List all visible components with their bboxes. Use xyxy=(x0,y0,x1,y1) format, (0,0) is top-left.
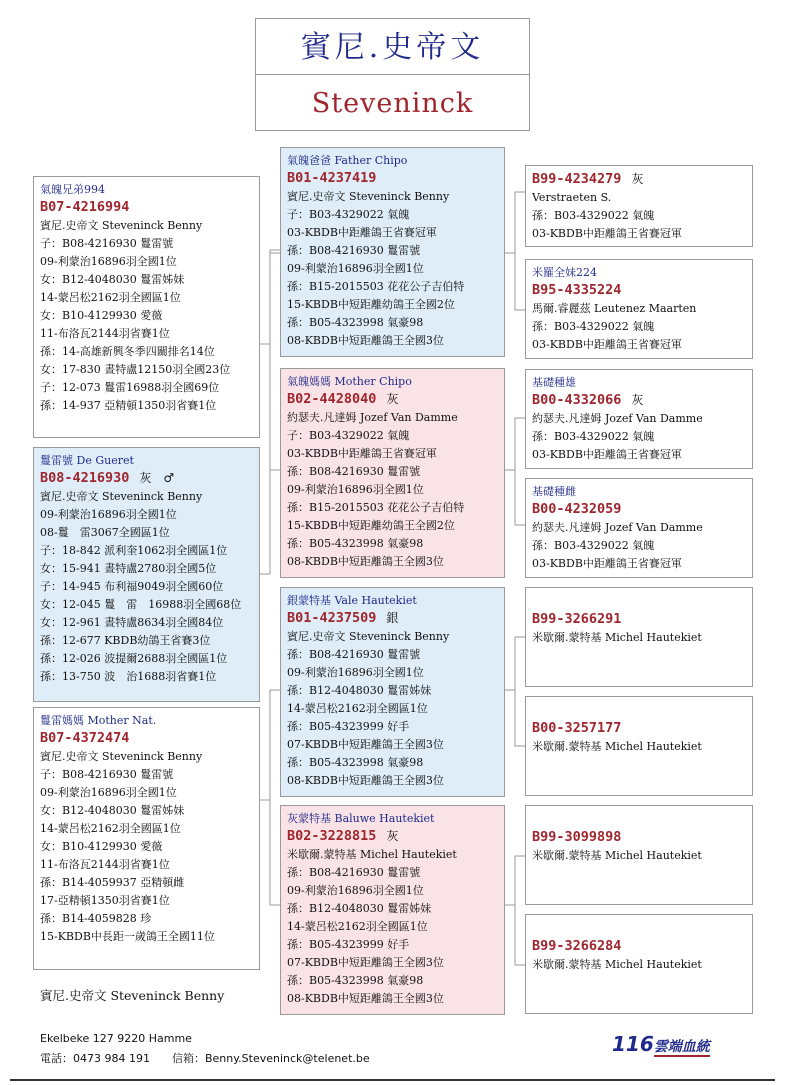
contact-text: 電話：0473 984 191 信箱：Benny.Steveninck@telenet.be xyxy=(40,1052,370,1065)
pedigree-line: 09-利蒙治16896羽全國1位 xyxy=(287,884,424,897)
ring-number xyxy=(287,827,504,846)
bird-title: 鬘雷號 De Gueret xyxy=(40,454,134,467)
connector-dam xyxy=(260,690,280,905)
connector-sd xyxy=(505,418,525,525)
pedigree-line: 孫：12-677 KBDB幼鴿王省賽3位 xyxy=(40,634,211,647)
ring-code: B99-4234279 xyxy=(532,171,622,187)
ring-number xyxy=(532,170,752,189)
pedigree-line: 女：12-045 鬘 雷 16988羽全國68位 xyxy=(40,598,242,611)
pedigree-box-dam xyxy=(33,707,260,970)
pedigree-line: 08-KBDB中短距離鴿王全國3位 xyxy=(287,992,444,1005)
ring-number xyxy=(532,500,752,519)
pedigree-line: 米歇爾.蒙特基 Michel Hautekiet xyxy=(532,631,702,644)
pedigree-title-en: Steveninck xyxy=(255,74,530,131)
ring-number xyxy=(287,169,504,188)
pedigree-line: 孫：B08-4216930 鬘雷號 xyxy=(287,648,421,661)
pedigree-line: 孫：B05-4323999 好手 xyxy=(287,720,410,733)
ring-number xyxy=(532,610,752,629)
bird-title: 基礎種雄 xyxy=(532,376,576,389)
color-sex-label: 灰 xyxy=(386,392,399,406)
logo-number: 116 xyxy=(612,1032,654,1056)
bird-title: 氣魄爸爸 Father Chipo xyxy=(287,154,408,167)
ring-code: B00-4332066 xyxy=(532,392,622,408)
ring-code: B07-4372474 xyxy=(40,730,130,746)
pedigree-box-dsd xyxy=(525,696,753,796)
bird-title: 灰蒙特基 Baluwe Hautekiet xyxy=(287,812,435,825)
pedigree-line: 孫：B03-4329022 氣魄 xyxy=(532,539,655,552)
pedigree-line: 子：B08-4216930 鬘雷號 xyxy=(40,237,174,250)
pedigree-line: 子：B08-4216930 鬘雷號 xyxy=(40,768,174,781)
ring-number xyxy=(532,281,752,300)
pedigree-line: 15-KBDB中短距離幼鴿王全國2位 xyxy=(287,298,455,311)
pedigree-line: 03-KBDB中距離鴿王省賽冠軍 xyxy=(532,557,682,570)
brand-logo xyxy=(612,1032,710,1056)
pedigree-line: 11-布洛瓦2144羽省賽1位 xyxy=(40,858,170,871)
pedigree-line: 孫：14-高雄新興冬季四關排名14位 xyxy=(40,345,215,358)
pedigree-line: 09-利蒙治16896羽全國1位 xyxy=(40,508,177,521)
ring-code: B02-4428040 xyxy=(287,391,377,407)
pedigree-line: 03-KBDB中距離鴿王省賽冠軍 xyxy=(532,227,682,240)
pedigree-line: 14-蒙呂松2162羽全國區1位 xyxy=(287,702,428,715)
pedigree-line: 子：B03-4329022 氣魄 xyxy=(287,429,410,442)
pedigree-line: 女：B10-4129930 愛薇 xyxy=(40,840,163,853)
ring-code: B00-3257177 xyxy=(532,720,622,736)
pedigree-line: 孫：B08-4216930 鬘雷號 xyxy=(287,244,421,257)
pedigree-line: 03-KBDB中距離鴿王省賽冠軍 xyxy=(287,447,437,460)
pedigree-line: 08-KBDB中短距離鴿王全國3位 xyxy=(287,334,444,347)
pedigree-line: 米歇爾.蒙特基 Michel Hautekiet xyxy=(532,958,702,971)
pedigree-line: 03-KBDB中距離鴿王省賽冠軍 xyxy=(287,226,437,239)
pedigree-line: 11-布洛瓦2144羽省賽1位 xyxy=(40,327,170,340)
bird-title: 銀蒙特基 Vale Hautekiet xyxy=(287,594,417,607)
bird-title: 氣魄媽媽 Mother Chipo xyxy=(287,375,412,388)
pedigree-line: 孫：B05-4323998 氣豪98 xyxy=(287,537,424,550)
pedigree-line: 孫：B14-4059937 亞精頓雌 xyxy=(40,876,185,889)
logo-text: 雲端血統 xyxy=(653,1039,710,1055)
pedigree-line: 孫：B05-4323998 氣豪98 xyxy=(287,316,424,329)
pedigree-line: 子：18-842 派利奎1062羽全國區1位 xyxy=(40,544,228,557)
pedigree-line: 03-KBDB中距離鴿王省賽冠軍 xyxy=(532,448,682,461)
pedigree-line: 08-KBDB中短距離鴿王全國3位 xyxy=(287,774,444,787)
pedigree-line: 女：B12-4048030 鬘雷姊妹 xyxy=(40,273,185,286)
pedigree-line: 女：12-961 晝特盧8634羽全國84位 xyxy=(40,616,224,629)
pedigree-box-dam-dam xyxy=(280,805,505,1015)
connector-sire xyxy=(260,250,280,574)
ring-code: B01-4237509 xyxy=(287,610,377,626)
pedigree-line: 08-KBDB中短距離鴿王全國3位 xyxy=(287,555,444,568)
connector-dd xyxy=(505,856,525,965)
pedigree-line: 孫：12-026 波提爾2688羽全國區1位 xyxy=(40,652,228,665)
bird-title: 基礎種雌 xyxy=(532,485,576,498)
pedigree-box-dds xyxy=(525,805,753,905)
ring-code: B99-3099898 xyxy=(532,829,622,845)
pedigree-line: 15-KBDB中長距一歲鴿王全國11位 xyxy=(40,930,215,943)
pedigree-line: 賓尼.史帝文 Steveninck Benny xyxy=(40,490,203,503)
pedigree-box-sire-sire xyxy=(280,147,505,357)
ring-code: B99-3266291 xyxy=(532,611,622,627)
pedigree-line: 07-KBDB中短距離鴿王全國3位 xyxy=(287,738,444,751)
ring-number xyxy=(532,937,752,956)
pedigree-line: 09-利蒙治16896羽全國1位 xyxy=(40,255,177,268)
pedigree-line: 孫：B08-4216930 鬘雷號 xyxy=(287,866,421,879)
pedigree-line: 14-蒙呂松2162羽全國區1位 xyxy=(40,291,181,304)
pedigree-box-sdd xyxy=(525,478,753,578)
pedigree-line: 女：15-941 晝特盧2780羽全國5位 xyxy=(40,562,217,575)
pedigree-line: 女：B10-4129930 愛薇 xyxy=(40,309,163,322)
pedigree-title-cn: 賓尼.史帝文 xyxy=(255,18,530,75)
ring-number xyxy=(40,729,259,748)
ring-code: B95-4335224 xyxy=(532,282,622,298)
ring-number xyxy=(40,469,259,488)
ring-code: B99-3266284 xyxy=(532,938,622,954)
color-sex-label: 灰 xyxy=(631,172,644,186)
footer-divider xyxy=(10,1079,775,1081)
pedigree-box-ddd xyxy=(525,914,753,1014)
ring-code: B01-4237419 xyxy=(287,170,377,186)
ring-number xyxy=(532,828,752,847)
connector-ds xyxy=(505,637,525,746)
pedigree-line: 約瑟夫.凡達姆 Jozef Van Damme xyxy=(532,521,703,534)
ring-number xyxy=(40,198,259,217)
ring-number xyxy=(532,719,752,738)
pedigree-line: 米歇爾.蒙特基 Michel Hautekiet xyxy=(532,849,702,862)
bird-title: 鬘雷媽媽 Mother Nat. xyxy=(40,714,157,727)
pedigree-line: 17-亞精頓1350羽省賽1位 xyxy=(40,894,170,907)
pedigree-line: 09-利蒙治16896羽全國1位 xyxy=(287,483,424,496)
pedigree-line: 女：B12-4048030 鬘雷姊妹 xyxy=(40,804,185,817)
pedigree-line: 03-KBDB中距離鴿王省賽冠軍 xyxy=(532,338,682,351)
pedigree-line: 孫：B05-4323999 好手 xyxy=(287,938,410,951)
pedigree-line: 孫：13-750 波 治1688羽省賽1位 xyxy=(40,670,217,683)
pedigree-line: 馬爾.睿麗茲 Leutenez Maarten xyxy=(532,302,697,315)
pedigree-line: 賓尼.史帝文 Steveninck Benny xyxy=(40,219,203,232)
address-text: Ekelbeke 127 9220 Hamme xyxy=(40,1032,192,1045)
pedigree-line: 孫：B05-4323998 氣豪98 xyxy=(287,974,424,987)
ring-code: B08-4216930 xyxy=(40,470,130,486)
pedigree-box-sibling xyxy=(33,176,260,438)
pedigree-line: 09-利蒙治16896羽全國1位 xyxy=(287,666,424,679)
pedigree-line: 孫：B05-4323998 氣豪98 xyxy=(287,756,424,769)
pedigree-box-dam-sire xyxy=(280,587,505,797)
pedigree-line: 08-鬘 雷3067全國區1位 xyxy=(40,526,170,539)
bird-title: 氣魄兄弟994 xyxy=(40,183,105,196)
pedigree-line: 女：17-830 晝特盧12150羽全國23位 xyxy=(40,363,231,376)
pedigree-line: Verstraeten S. xyxy=(532,191,612,204)
pedigree-line: 約瑟夫.凡達姆 Jozef Van Damme xyxy=(287,411,458,424)
pedigree-box-dss xyxy=(525,587,753,687)
breeder-signature: 賓尼.史帝文 Steveninck Benny xyxy=(40,988,225,1003)
pedigree-line: 孫：B08-4216930 鬘雷號 xyxy=(287,465,421,478)
pedigree-box-sds xyxy=(525,369,753,469)
pedigree-line: 孫：B03-4329022 氣魄 xyxy=(532,430,655,443)
connector-ss xyxy=(505,192,525,310)
pedigree-line: 孫：B03-4329022 氣魄 xyxy=(532,320,655,333)
ring-number xyxy=(287,609,504,628)
ring-number xyxy=(532,391,752,410)
pedigree-line: 07-KBDB中短距離鴿王全國3位 xyxy=(287,956,444,969)
pedigree-line: 賓尼.史帝文 Steveninck Benny xyxy=(287,630,450,643)
pedigree-box-sire-dam xyxy=(280,368,505,578)
pedigree-line: 孫：B12-4048030 鬘雷姊妹 xyxy=(287,902,432,915)
pedigree-line: 09-利蒙治16896羽全國1位 xyxy=(287,262,424,275)
pedigree-line: 約瑟夫.凡達姆 Jozef Van Damme xyxy=(532,412,703,425)
pedigree-line: 孫：14-937 亞精頓1350羽省賽1位 xyxy=(40,399,217,412)
ring-number xyxy=(287,390,504,409)
pedigree-line: 15-KBDB中短距離幼鴿王全國2位 xyxy=(287,519,455,532)
color-sex-label: 銀 xyxy=(386,611,399,625)
ring-code: B07-4216994 xyxy=(40,199,130,215)
ring-code: B00-4232059 xyxy=(532,501,622,517)
pedigree-line: 米歇爾.蒙特基 Michel Hautekiet xyxy=(532,740,702,753)
pedigree-box-sss xyxy=(525,165,753,247)
pedigree-line: 孫：B03-4329022 氣魄 xyxy=(532,209,655,222)
pedigree-line: 子：12-073 鬘雷16988羽全國69位 xyxy=(40,381,220,394)
pedigree-line: 賓尼.史帝文 Steveninck Benny xyxy=(287,190,450,203)
color-sex-label: 灰 ♂ xyxy=(139,471,175,485)
pedigree-line: 09-利蒙治16896羽全國1位 xyxy=(40,786,177,799)
pedigree-line: 米歇爾.蒙特基 Michel Hautekiet xyxy=(287,848,457,861)
pedigree-line: 孫：B15-2015503 花花公子吉伯特 xyxy=(287,280,465,293)
color-sex-label: 灰 xyxy=(631,393,644,407)
pedigree-line: 子：14-945 布利福9049羽全國60位 xyxy=(40,580,224,593)
pedigree-line: 孫：B14-4059828 珍 xyxy=(40,912,152,925)
pedigree-box-ssd xyxy=(525,259,753,359)
pedigree-line: 14-蒙呂松2162羽全國區1位 xyxy=(287,920,428,933)
color-sex-label: 灰 xyxy=(386,829,399,843)
pedigree-line: 14-蒙呂松2162羽全國區1位 xyxy=(40,822,181,835)
pedigree-line: 子：B03-4329022 氣魄 xyxy=(287,208,410,221)
bird-title: 米羅全妹224 xyxy=(532,266,597,279)
pedigree-line: 賓尼.史帝文 Steveninck Benny xyxy=(40,750,203,763)
ring-code: B02-3228815 xyxy=(287,828,377,844)
pedigree-line: 孫：B15-2015503 花花公子吉伯特 xyxy=(287,501,465,514)
pedigree-line: 孫：B12-4048030 鬘雷姊妹 xyxy=(287,684,432,697)
pedigree-box-sire xyxy=(33,447,260,702)
